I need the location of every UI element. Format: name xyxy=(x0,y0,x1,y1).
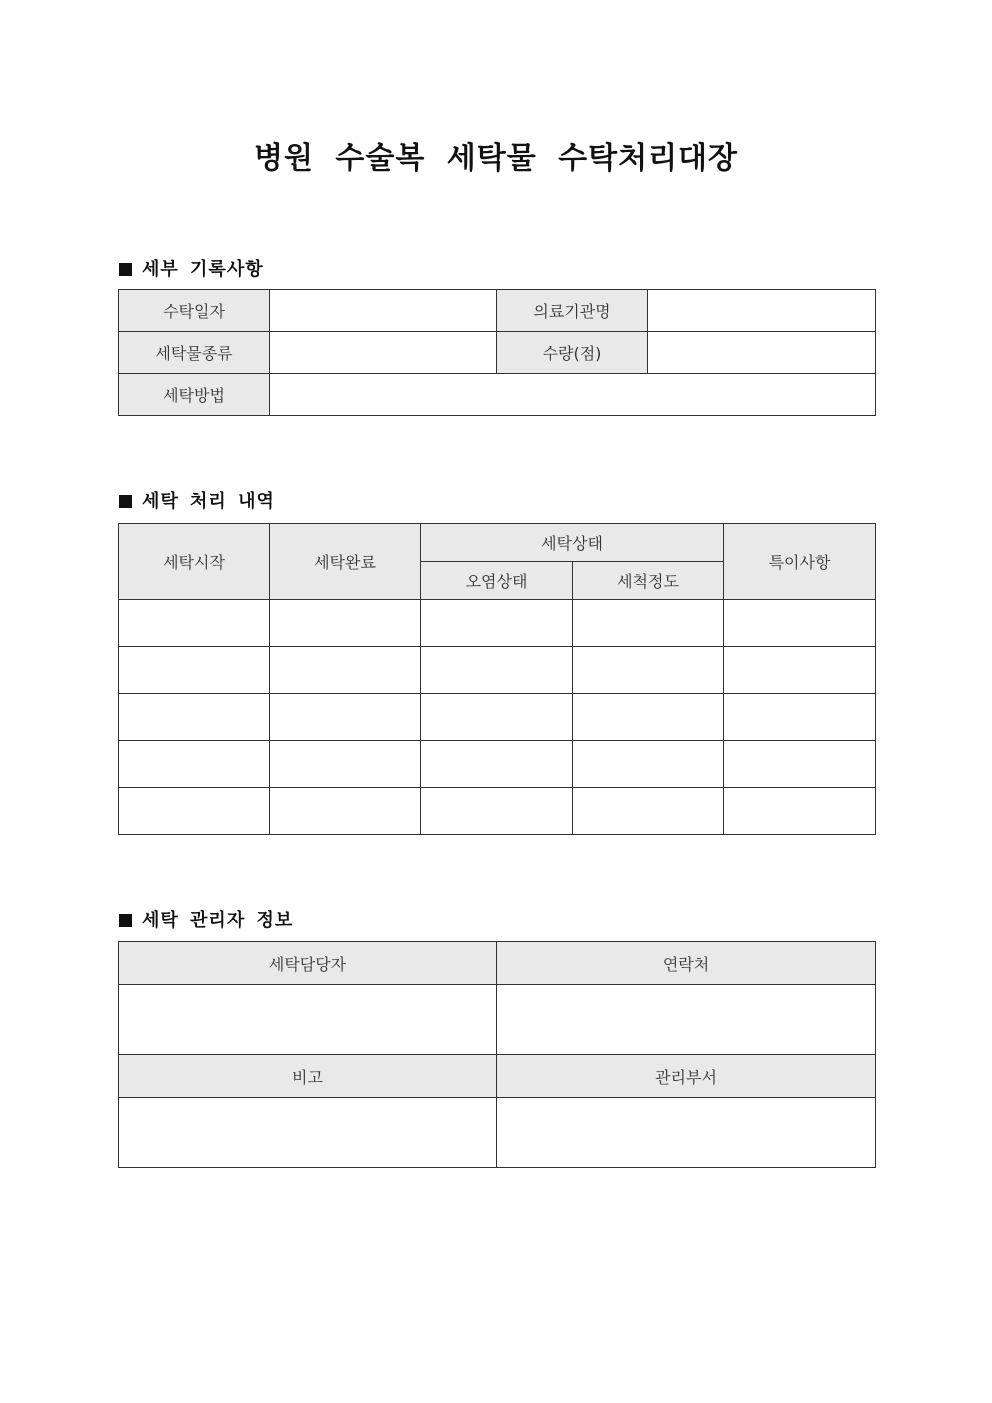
remarks-cell[interactable] xyxy=(724,647,876,694)
processing-table xyxy=(118,523,876,835)
contact-label: 연락처 xyxy=(497,942,876,985)
laundry-type-label: 세탁물종류 xyxy=(119,332,270,374)
start-header: 세탁시작 xyxy=(119,524,270,600)
details-table xyxy=(118,289,876,416)
cleanliness-cell[interactable] xyxy=(573,647,724,694)
laundry-type-field[interactable] xyxy=(270,332,497,374)
contamination-cell[interactable] xyxy=(421,788,573,835)
section-heading-processing-text: 세탁 처리 내역 xyxy=(142,491,275,512)
complete-header: 세탁완료 xyxy=(270,524,421,600)
remarks-header: 특이사항 xyxy=(724,524,876,600)
cleanliness-cell[interactable] xyxy=(573,788,724,835)
remarks-cell[interactable] xyxy=(724,788,876,835)
contamination-cell[interactable] xyxy=(421,741,573,788)
date-label: 수탁일자 xyxy=(119,290,270,332)
square-bullet-icon xyxy=(119,914,132,927)
start-cell[interactable] xyxy=(119,647,270,694)
quantity-field[interactable] xyxy=(648,332,876,374)
start-cell[interactable] xyxy=(119,741,270,788)
table-row xyxy=(119,600,876,647)
status-header: 세탁상태 xyxy=(421,524,724,562)
square-bullet-icon xyxy=(119,495,132,508)
cleanliness-header: 세척정도 xyxy=(573,562,724,600)
institution-label: 의료기관명 xyxy=(497,290,648,332)
section-heading-details xyxy=(119,255,264,281)
contamination-cell[interactable] xyxy=(421,600,573,647)
cleanliness-cell[interactable] xyxy=(573,741,724,788)
remarks-cell[interactable] xyxy=(724,600,876,647)
section-heading-manager xyxy=(119,906,293,932)
table-row xyxy=(119,788,876,835)
section-heading-processing xyxy=(119,487,275,513)
complete-cell[interactable] xyxy=(270,741,421,788)
note-field[interactable] xyxy=(119,1098,497,1168)
staff-field[interactable] xyxy=(119,985,497,1055)
complete-cell[interactable] xyxy=(270,694,421,741)
contamination-header: 오염상태 xyxy=(421,562,573,600)
remarks-cell[interactable] xyxy=(724,694,876,741)
department-field[interactable] xyxy=(497,1098,876,1168)
section-heading-manager-text: 세탁 관리자 정보 xyxy=(142,910,294,931)
date-field[interactable] xyxy=(270,290,497,332)
quantity-label: 수량(점) xyxy=(497,332,648,374)
complete-cell[interactable] xyxy=(270,647,421,694)
page-title: 병원 수술복 세탁물 수탁처리대장 xyxy=(253,141,739,176)
department-label: 관리부서 xyxy=(497,1055,876,1098)
note-label: 비고 xyxy=(119,1055,497,1098)
contamination-cell[interactable] xyxy=(421,647,573,694)
institution-field[interactable] xyxy=(648,290,876,332)
complete-cell[interactable] xyxy=(270,600,421,647)
contact-field[interactable] xyxy=(497,985,876,1055)
section-heading-details-text: 세부 기록사항 xyxy=(142,259,264,280)
start-cell[interactable] xyxy=(119,788,270,835)
table-row xyxy=(119,694,876,741)
table-row xyxy=(119,741,876,788)
method-label: 세탁방법 xyxy=(119,374,270,416)
cleanliness-cell[interactable] xyxy=(573,694,724,741)
square-bullet-icon xyxy=(119,263,132,276)
staff-label: 세탁담당자 xyxy=(119,942,497,985)
cleanliness-cell[interactable] xyxy=(573,600,724,647)
method-field[interactable] xyxy=(270,374,876,416)
complete-cell[interactable] xyxy=(270,788,421,835)
remarks-cell[interactable] xyxy=(724,741,876,788)
start-cell[interactable] xyxy=(119,600,270,647)
table-row xyxy=(119,647,876,694)
manager-table xyxy=(118,941,876,1168)
contamination-cell[interactable] xyxy=(421,694,573,741)
start-cell[interactable] xyxy=(119,694,270,741)
